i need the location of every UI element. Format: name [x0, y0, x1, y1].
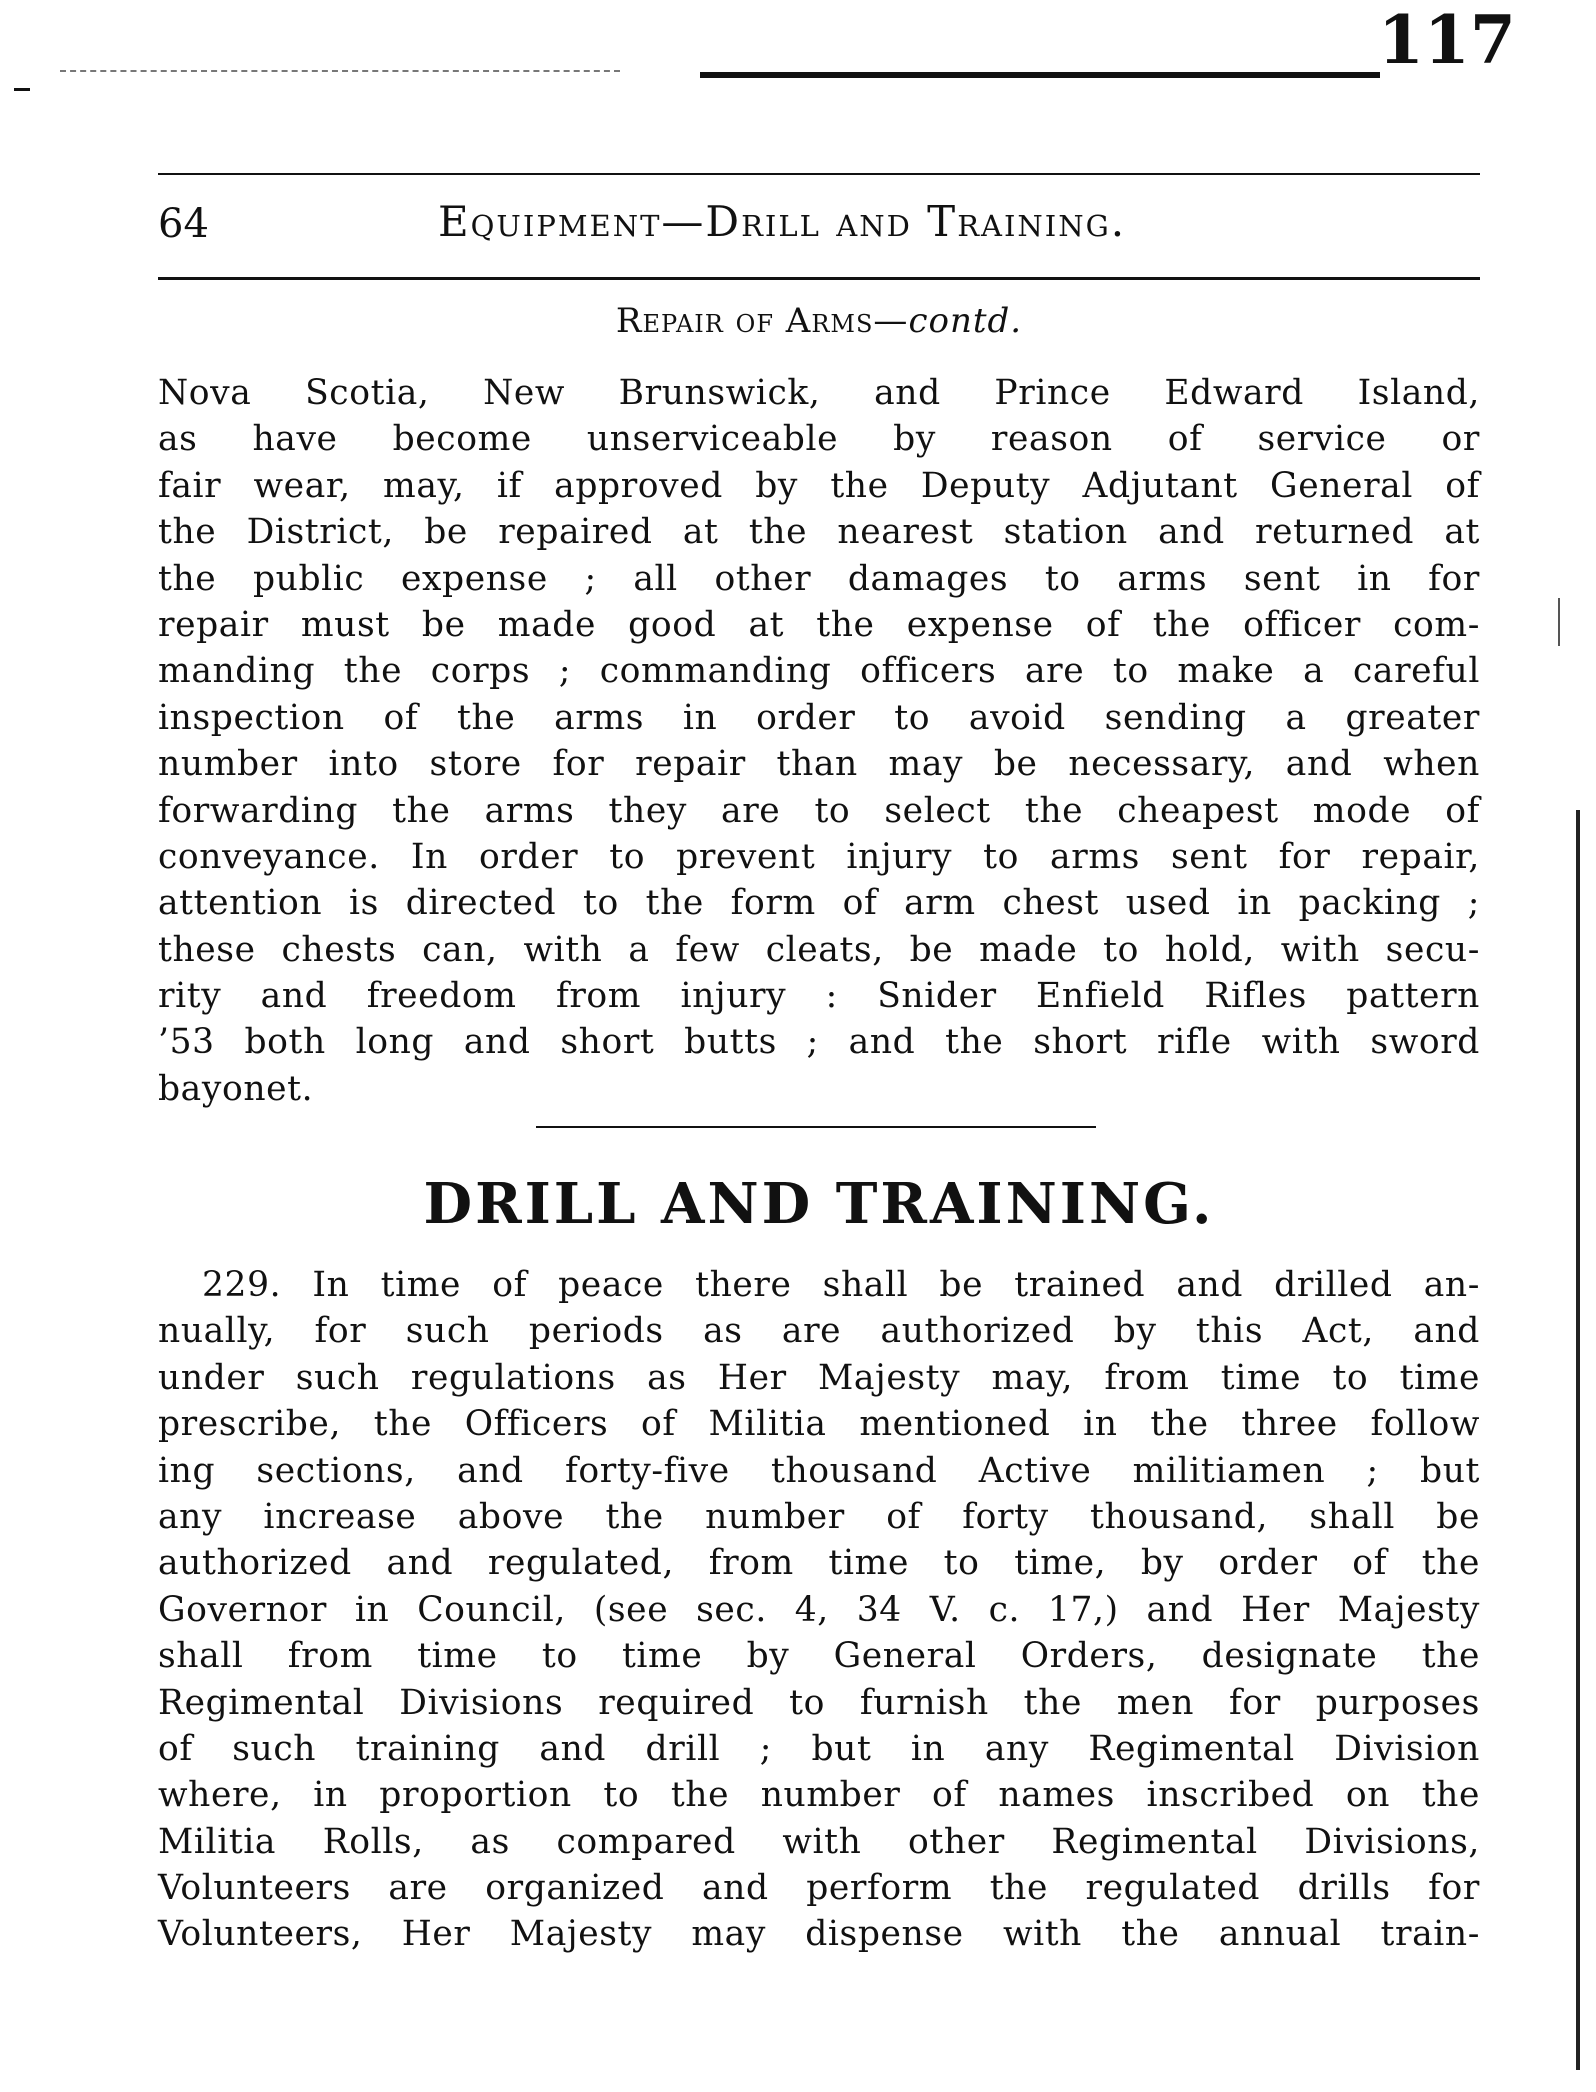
section-continued-heading	[158, 296, 1480, 346]
text-line: where, in proportion to the number of names inscribed on the	[158, 1775, 1480, 1816]
text-line: under such regulations as Her Majesty may, from time to time	[158, 1357, 1480, 1398]
text-line: Nova Scotia, New Brunswick, and Prince Edward Island,	[158, 373, 1480, 413]
text-line: bayonet.	[158, 1068, 314, 1109]
paragraph-number: 229.	[202, 1265, 282, 1305]
section-continued-marker: contd.	[908, 301, 1023, 341]
text-line: these chests can, with a few cleats, be made to hold, with secu-	[158, 929, 1480, 970]
text-line: of such training and drill ; but in any Regimental Division	[158, 1728, 1480, 1769]
text-line: forwarding the arms they are to select the cheapest mode of	[158, 790, 1480, 831]
text-line: conveyance. In order to prevent injury to arms sent for repair,	[158, 836, 1480, 877]
scan-artifact-margin-rule	[1576, 810, 1580, 2070]
scan-artifact-dashes	[60, 70, 620, 74]
text-line: Volunteers, Her Majesty may dispense with the annual train-	[158, 1914, 1480, 1955]
scan-artifact-margin-mark	[1558, 598, 1560, 646]
page-header	[158, 188, 1480, 264]
text-line: Governor in Council, (see sec. 4, 34 V. c. 17,) and Her Majesty	[158, 1589, 1480, 1630]
text-line: rity and freedom from injury : Snider Enfield Rifles pattern	[158, 976, 1480, 1017]
section-continued-title: Repair of Arms—	[615, 301, 909, 341]
scan-artifact-rule	[700, 72, 1380, 78]
section-title: DRILL AND TRAINING.	[423, 1171, 1215, 1237]
text-line: as have become unserviceable by reason of service or	[158, 419, 1480, 460]
text-line: inspection of the arms in order to avoid sending a greater	[158, 697, 1480, 738]
text-line: prescribe, the Officers of Militia mentioned in the three follow	[158, 1404, 1480, 1445]
text-line: Regimental Divisions required to furnish the men for purposes	[158, 1682, 1480, 1723]
text-line: fair wear, may, if approved by the Deputy Adjutant General of	[158, 465, 1480, 506]
text-line: repair must be made good at the expense of the officer com-	[158, 604, 1480, 645]
text-line: In time of peace there shall be trained and drilled an-	[312, 1265, 1480, 1305]
text-line: Volunteers are organized and perform the regulated drills for	[158, 1868, 1480, 1909]
text-line: shall from time to time by General Orders, designate the	[158, 1636, 1480, 1677]
paragraph-229	[158, 1262, 1480, 1958]
text-line: the public expense ; all other damages to arms sent in for	[158, 558, 1480, 599]
text-line: Militia Rolls, as compared with other Regimental Divisions,	[158, 1821, 1480, 1862]
text-line: manding the corps ; commanding officers are to make a careful	[158, 651, 1480, 692]
corner-folio: 117	[1378, 1, 1516, 79]
section-divider	[536, 1126, 1096, 1128]
text-line: ing sections, and forty-five thousand Active militiamen ; but	[158, 1450, 1480, 1491]
scan-artifact-tick	[14, 88, 30, 91]
header-rule-top	[158, 173, 1480, 175]
text-line: nually, for such periods as are authorized by this Act, and	[158, 1311, 1480, 1352]
text-line: authorized and regulated, from time to time, by order of the	[158, 1543, 1480, 1584]
header-rule-bottom	[158, 277, 1480, 280]
text-line-first	[158, 1262, 1480, 1308]
text-line: ’53 both long and short butts ; and the short rifle with sword	[158, 1022, 1480, 1063]
running-head: Equipment—Drill and Training.	[438, 197, 1127, 246]
paragraph-repair-of-arms	[158, 370, 1480, 1112]
text-line: the District, be repaired at the nearest station and returned at	[158, 512, 1480, 553]
text-line: any increase above the number of forty thousand, shall be	[158, 1496, 1480, 1537]
page-number: 64	[158, 201, 209, 247]
text-line: number into store for repair than may be necessary, and when	[158, 744, 1480, 785]
text-line: attention is directed to the form of arm chest used in packing ;	[158, 883, 1480, 924]
